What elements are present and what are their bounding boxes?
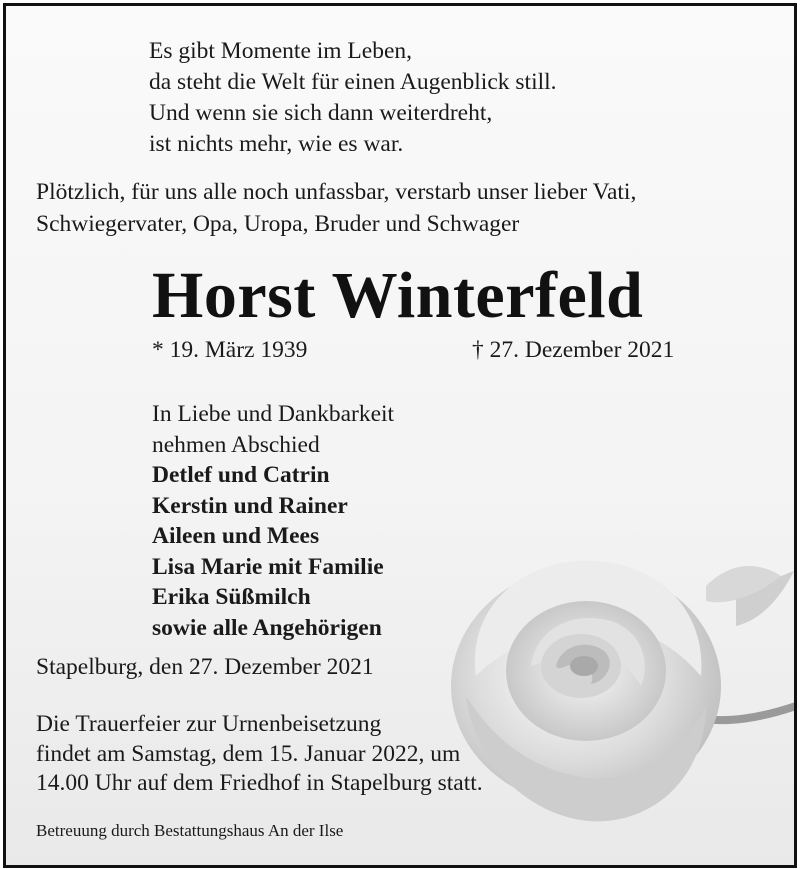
funeral-line: 14.00 Uhr auf dem Friedhof in Stapelburg statt.: [36, 770, 483, 796]
rose-image: [436, 526, 796, 866]
poem-line: Und wenn sie sich dann weiterdreht,: [149, 100, 493, 126]
place-and-date: Stapelburg, den 27. Dezember 2021: [36, 654, 374, 680]
announcement-line: Plötzlich, für uns alle noch unfassbar, verstarb unser lieber Vati,: [36, 179, 637, 205]
mourner-name: Kerstin und Rainer: [152, 492, 348, 519]
mourner-name: Aileen und Mees: [152, 523, 320, 549]
funeral-line: Die Trauerfeier zur Urnenbeisetzung: [36, 711, 382, 737]
funeral-home-credit: Betreuung durch Bestattungshaus An der Ilse: [36, 821, 344, 840]
mourners-list: [152, 399, 394, 643]
funeral-info: [36, 710, 483, 799]
birth-date: * 19. März 1939: [152, 337, 308, 363]
obituary-card: [3, 3, 797, 868]
mourners-intro: nehmen Abschied: [152, 431, 320, 458]
poem-line: Es gibt Momente im Leben,: [149, 38, 413, 64]
mourners-intro: In Liebe und Dankbarkeit: [152, 401, 395, 427]
poem: [149, 36, 557, 160]
poem-line: ist nichts mehr, wie es war.: [149, 131, 404, 157]
announcement-line: Schwiegervater, Opa, Uropa, Bruder und Schwager: [36, 211, 520, 237]
death-announcement: [36, 176, 636, 240]
deceased-name: Horst Winterfeld: [152, 259, 644, 332]
mourner-name: Detlef und Catrin: [152, 462, 330, 488]
mourner-name: Lisa Marie mit Familie: [152, 553, 384, 580]
mourner-name: sowie alle Angehörigen: [152, 614, 382, 641]
mourner-name: Erika Süßmilch: [152, 584, 311, 610]
poem-line: da steht die Welt für einen Augenblick still.: [149, 69, 557, 95]
funeral-line: findet am Samstag, dem 15. Januar 2022, um: [36, 740, 461, 767]
death-date: † 27. Dezember 2021: [472, 337, 675, 363]
